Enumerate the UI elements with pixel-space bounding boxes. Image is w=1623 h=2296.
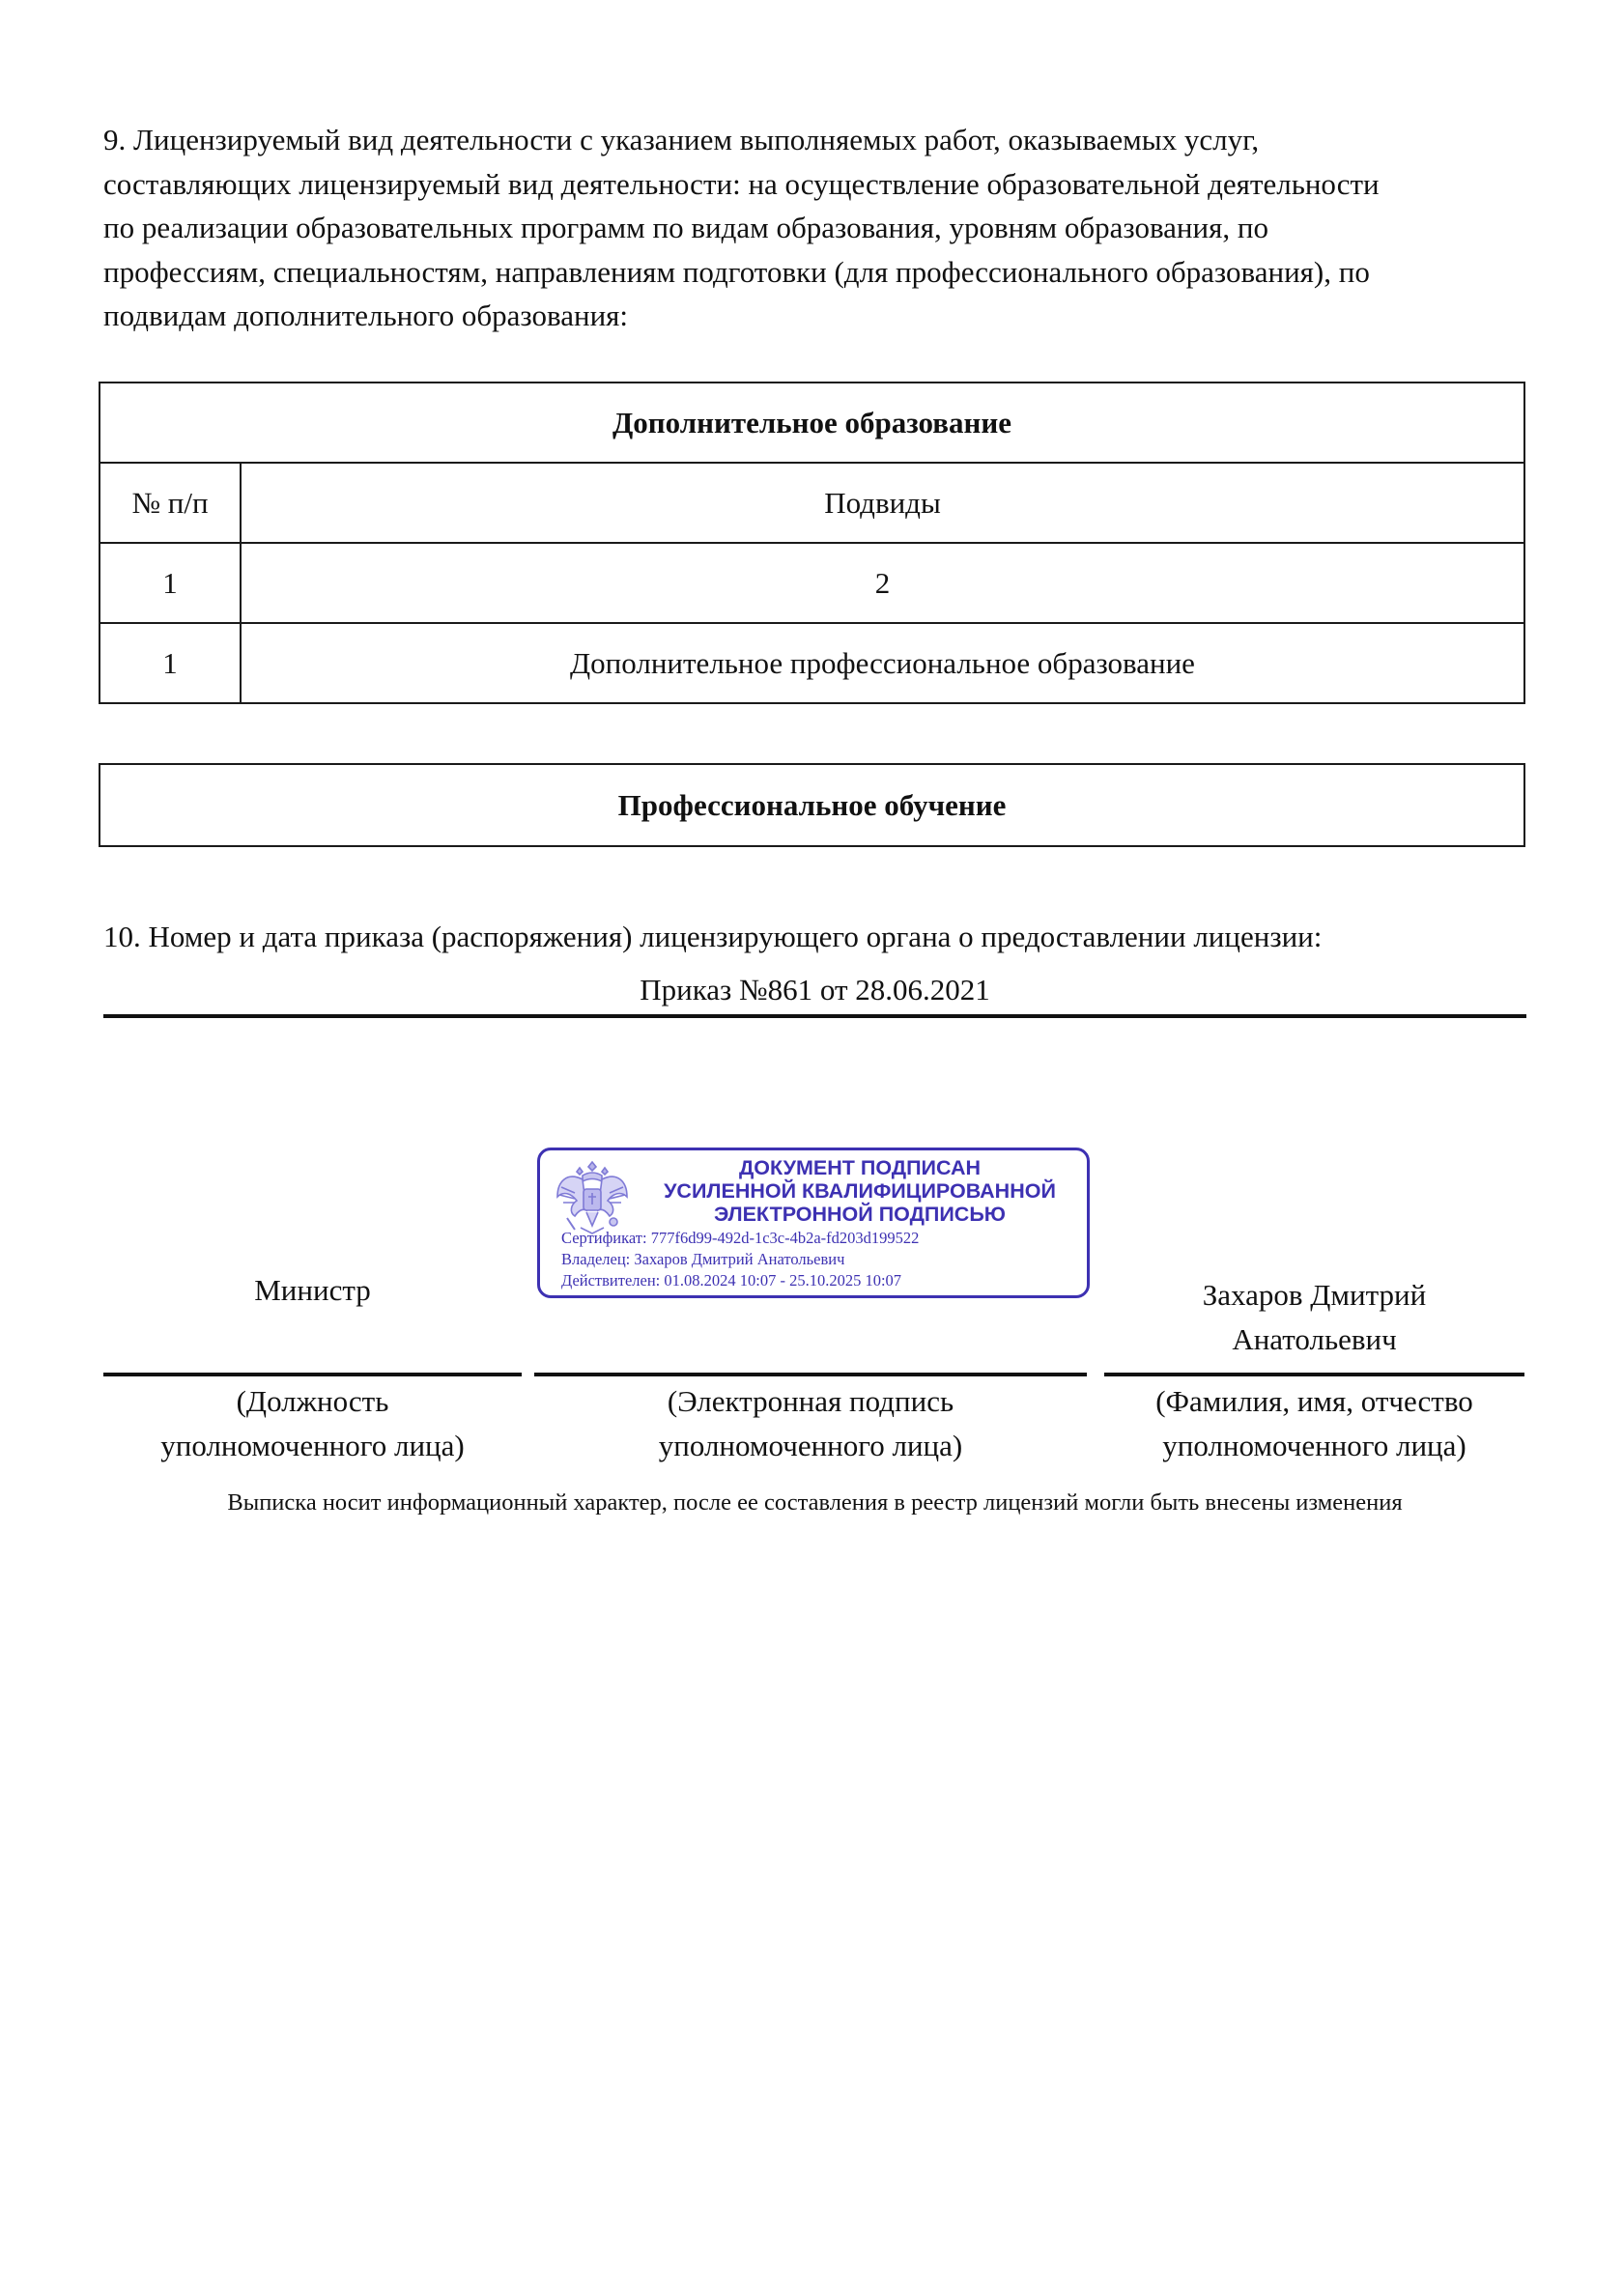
- label-line: уполномоченного лица): [160, 1429, 465, 1462]
- paragraph-line: 9. Лицензируемый вид деятельности с указанием выполняемых работ, оказываемых услуг,: [103, 123, 1260, 156]
- label-line: (Электронная подпись: [667, 1384, 954, 1418]
- position-signature-line: [103, 1373, 522, 1376]
- paragraph-line: составляющих лицензируемый вид деятельности: на осуществление образовательной деятельности: [103, 166, 1380, 201]
- stamp-certificate: Сертификат: 777f6d99-492d-1c3c-4b2a-fd203d199522: [561, 1229, 920, 1247]
- section-10-text: 10. Номер и дата приказа (распоряжения) лицензирующего органа о предоставлении лицензии:: [103, 920, 1323, 953]
- electronic-signature-line: [534, 1373, 1087, 1376]
- table-header-row: [100, 463, 1524, 543]
- stamp-title-line: УСИЛЕННОЙ КВАЛИФИЦИРОВАННОЙ: [664, 1179, 1056, 1203]
- column-header-subtypes: Подвиды: [241, 463, 1524, 543]
- table-cell-subtype: Дополнительное профессиональное образование: [241, 623, 1524, 703]
- signatory-name-line: Захаров Дмитрий: [1202, 1278, 1427, 1312]
- additional-education-table: [99, 382, 1525, 704]
- electronic-signature-stamp: [537, 1148, 1090, 1298]
- professional-training-table: [99, 763, 1525, 847]
- stamp-title: [637, 1156, 1083, 1226]
- electronic-signature-label: [534, 1379, 1087, 1468]
- label-line: уполномоченного лица): [658, 1429, 963, 1462]
- column-header-number: № п/п: [100, 463, 241, 543]
- table-row: [100, 543, 1524, 623]
- signatory-position: Министр: [254, 1273, 371, 1307]
- stamp-validity: Действителен: 01.08.2024 10:07 - 25.10.2025 10:07: [561, 1271, 902, 1290]
- stamp-title-line: ЭЛЕКТРОННОЙ ПОДПИСЬЮ: [714, 1203, 1006, 1226]
- paragraph-line: профессиям, специальностям, направлениям подготовки (для профессионального образования), по: [103, 254, 1370, 289]
- table-cell-number: 1: [100, 543, 241, 623]
- label-line: (Фамилия, имя, отчество: [1155, 1384, 1473, 1418]
- table-cell-subtype: 2: [241, 543, 1524, 623]
- stamp-title-line: ДОКУМЕНТ ПОДПИСАН: [738, 1156, 982, 1179]
- table-title: Профессиональное обучение: [617, 787, 1007, 822]
- table-cell-number: 1: [100, 623, 241, 703]
- stamp-owner: Владелец: Захаров Дмитрий Анатольевич: [561, 1250, 845, 1268]
- label-line: уполномоченного лица): [1162, 1429, 1466, 1462]
- table-row: [100, 623, 1524, 703]
- signatory-name: [1104, 1273, 1524, 1362]
- order-underline: [103, 1014, 1526, 1018]
- signatory-name-line: Анатольевич: [1232, 1322, 1397, 1356]
- table-title: Дополнительное образование: [100, 383, 1524, 463]
- paragraph-line: по реализации образовательных программ по видам образования, уровням образования, по: [103, 211, 1268, 244]
- table-title-row: [100, 383, 1524, 463]
- position-label: [103, 1379, 522, 1468]
- label-line: (Должность: [236, 1384, 389, 1418]
- full-name-label: [1104, 1379, 1524, 1468]
- order-number: Приказ №861 от 28.06.2021: [640, 973, 990, 1006]
- footer-disclaimer: Выписка носит информационный характер, после ее составления в реестр лицензий могли быть внесены изменения: [227, 1489, 1403, 1516]
- name-signature-line: [1104, 1373, 1524, 1376]
- section-9-paragraph: [103, 118, 1533, 338]
- paragraph-line: подвидам дополнительного образования:: [103, 298, 629, 332]
